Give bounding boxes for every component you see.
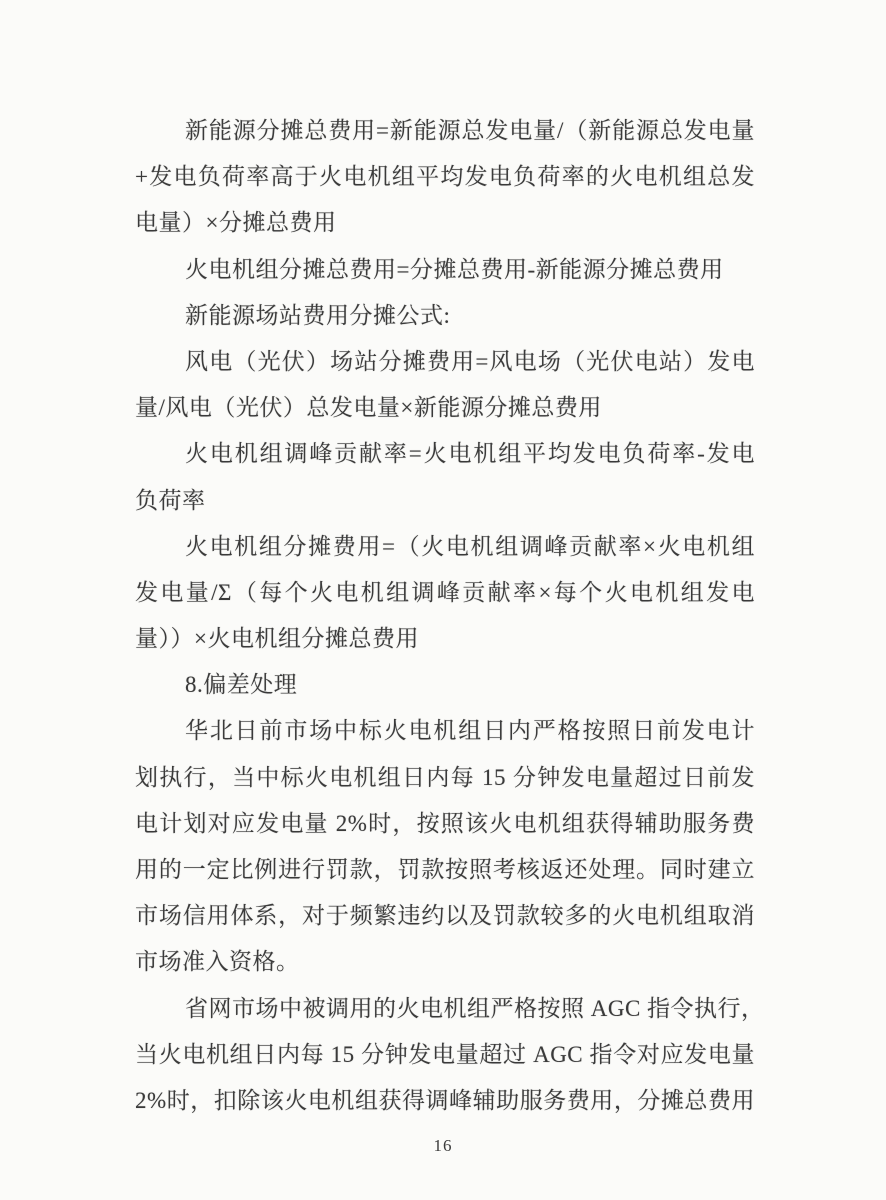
text-line: 华北日前市场中标火电机组日内严格按照日前发电计	[185, 718, 755, 744]
text-line: 用的一定比例进行罚款，罚款按照考核返还处理。同时建立	[135, 857, 755, 882]
text-line: 划执行，当中标火电机组日内每 15 分钟发电量超过日前发	[135, 764, 755, 790]
text-line: 省网市场中被调用的火电机组严格按照 AGC 指令执行，	[185, 995, 765, 1021]
text-line: 2%时，扣除该火电机组获得调峰辅助服务费用，分摊总费用	[135, 1087, 755, 1113]
page-number: 16	[433, 1136, 453, 1155]
text-line: 发电量/Σ（每个火电机组调峰贡献率×每个火电机组发电	[135, 579, 755, 605]
text-line: 新能源分摊总费用=新能源总发电量/（新能源总发电量	[185, 118, 755, 143]
text-line: +发电负荷率高于火电机组平均发电负荷率的火电机组总发	[135, 164, 755, 190]
text-line: 量/风电（光伏）总发电量×新能源分摊总费用	[135, 395, 602, 421]
text-line: 新能源场站费用分摊公式:	[185, 302, 451, 328]
text-line: 负荷率	[135, 487, 206, 513]
document-text-block	[135, 108, 765, 1124]
text-line: 市场信用体系，对于频繁违约以及罚款较多的火电机组取消	[135, 903, 755, 929]
text-line: 8.偏差处理	[185, 672, 298, 698]
text-line: 火电机组分摊费用=（火电机组调峰贡献率×火电机组	[185, 533, 755, 559]
text-line: 火电机组调峰贡献率=火电机组平均发电负荷率-发电	[185, 441, 755, 467]
text-line: 量））×火电机组分摊总费用	[135, 626, 419, 652]
text-line: 风电（光伏）场站分摊费用=风电场（光伏电站）发电	[185, 348, 755, 374]
text-line: 火电机组分摊总费用=分摊总费用-新能源分摊总费用	[185, 256, 724, 282]
text-line: 电量）×分摊总费用	[135, 210, 337, 236]
text-line: 电计划对应发电量 2%时，按照该火电机组获得辅助服务费	[135, 810, 755, 836]
text-line: 当火电机组日内每 15 分钟发电量超过 AGC 指令对应发电量	[135, 1041, 755, 1067]
text-line: 市场准入资格。	[135, 949, 300, 975]
